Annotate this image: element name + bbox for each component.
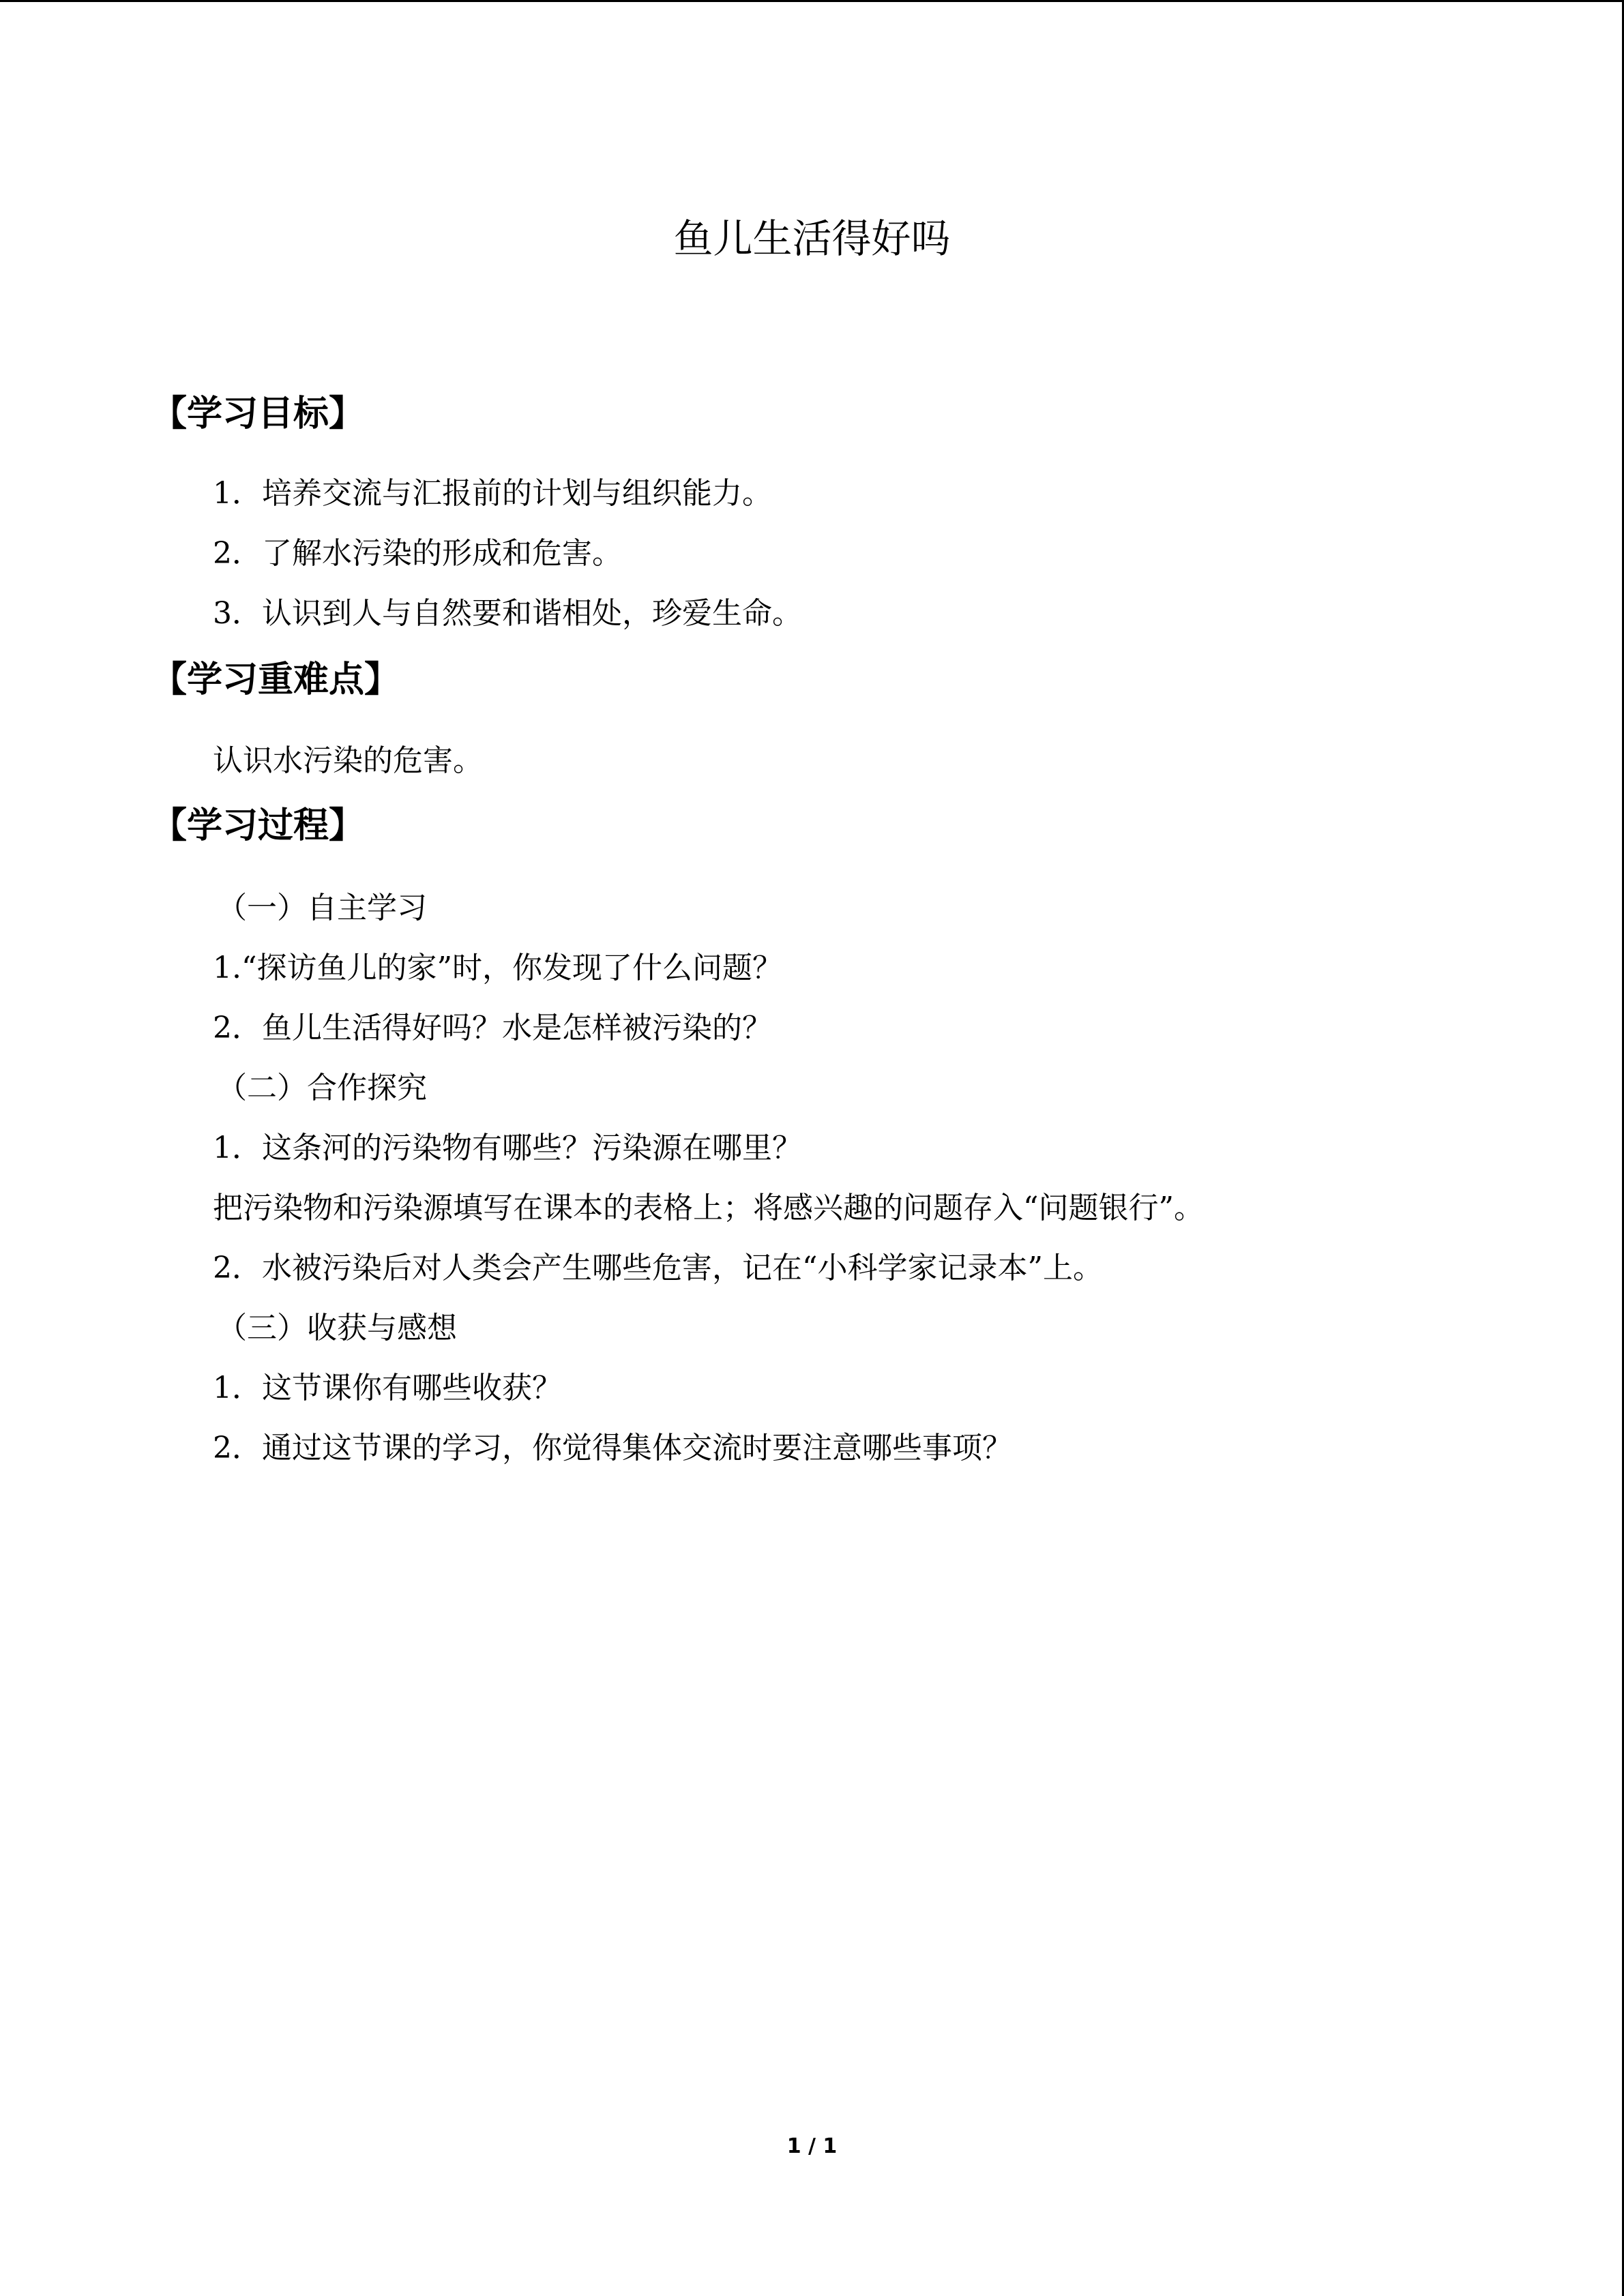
process-subheading-cooperation: （二）合作探究 [217,1071,427,1105]
section-heading-learning-process: 【学习过程】 [151,805,365,846]
process-subheading-self-study: （一）自主学习 [217,891,427,925]
process-item: 1.“探访鱼儿的家”时，你发现了什么问题？ [213,951,782,985]
process-item: 2．鱼儿生活得好吗？水是怎样被污染的？ [213,1011,772,1045]
process-item: 1．这条河的污染物有哪些？污染源在哪里？ [213,1131,802,1165]
section-heading-learning-goals: 【学习目标】 [151,393,365,434]
process-item: 2．水被污染后对人类会产生哪些危害，记在“小科学家记录本”上。 [213,1251,1103,1285]
process-item: 1．这节课你有哪些收获？ [213,1371,562,1405]
process-item: 把污染物和污染源填写在课本的表格上；将感兴趣的问题存入“问题银行”。 [213,1191,1204,1225]
goal-item-1: 1．培养交流与汇报前的计划与组织能力。 [213,476,772,511]
document-title: 鱼儿生活得好吗 [673,215,951,262]
process-subheading-reflection: （三）收获与感想 [217,1311,457,1345]
goal-item-2: 2．了解水污染的形成和危害。 [213,536,622,571]
process-item: 2．通过这节课的学习，你觉得集体交流时要注意哪些事项？ [213,1431,1012,1465]
section-heading-key-points: 【学习重难点】 [151,659,400,700]
top-border-line [0,0,1624,2]
goal-item-3: 3．认识到人与自然要和谐相处，珍爱生命。 [213,596,802,631]
page-number: 1 / 1 [786,2134,838,2158]
key-point-text: 认识水污染的危害。 [213,743,483,778]
